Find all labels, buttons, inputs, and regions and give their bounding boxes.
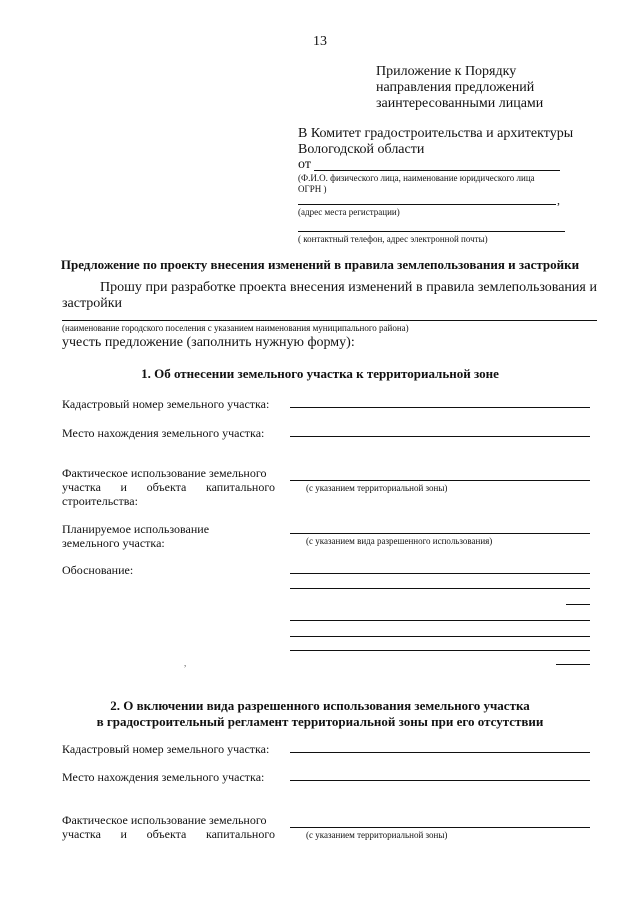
request-word: и (589, 280, 597, 295)
addressee-line-2: Вологодской области (298, 142, 425, 157)
ogrn-caption: ОГРН ) (298, 184, 327, 194)
appendix-line-3: заинтересованными лицами (376, 96, 544, 111)
section2-title-line-1: 2. О включении вида разрешенного использования земельного участка (110, 698, 530, 713)
request-line-2: застройки (62, 296, 123, 311)
section2-cadastral-line (290, 752, 590, 753)
actual-use-word: капитального (205, 827, 275, 841)
request-line-1 (100, 280, 597, 296)
address-fill-line (298, 204, 556, 205)
actual-use-word: объекта (146, 480, 187, 494)
justification-line (290, 620, 590, 621)
section1-planned-use-line-1: Планируемое использование (62, 522, 210, 536)
section1-actual-use-caption: (с указанием территориальной зоны) (306, 483, 448, 493)
actual-use-word: участка (62, 480, 101, 494)
actual-use-word: капитального (205, 480, 275, 494)
page-number: 13 (313, 34, 327, 49)
request-word: при (145, 280, 168, 295)
settlement-fill-line (62, 320, 597, 321)
justification-line (556, 664, 590, 665)
request-word: разработке (171, 280, 236, 295)
section2-title-line-2: в градостроительный регламент территориальной зоны при его отсутствии (96, 714, 544, 729)
request-word: Прошу (100, 280, 142, 295)
justification-line (290, 636, 590, 637)
appendix-line-1: Приложение к Порядку (376, 64, 517, 79)
settlement-caption: (наименование городского поселения с указанием наименования муниципального района) (62, 323, 409, 333)
section1-planned-use-line (290, 533, 590, 534)
contact-caption: ( контактный телефон, адрес электронной почты) (298, 234, 488, 244)
section1-planned-use-caption: (с указанием вида разрешенного использования) (306, 536, 493, 546)
addressee-line-1: В Комитет градостроительства и архитектуры (298, 126, 574, 141)
applicant-caption: (Ф.И.О. физического лица, наименование юридического лица (298, 173, 535, 183)
document-title: Предложение по проекту внесения изменений в правила землепользования и застройки (60, 257, 580, 272)
section1-planned-use-line-2: земельного участка: (62, 536, 165, 550)
section1-actual-use-line-3: строительства: (62, 494, 138, 508)
scan-mark: , (184, 658, 187, 668)
justification-line (290, 650, 590, 651)
section2-actual-use-line (290, 827, 590, 828)
section1-location-line (290, 436, 590, 437)
request-word: правила (426, 280, 475, 295)
request-word: изменений (348, 280, 413, 295)
address-caption: (адрес места регистрации) (298, 207, 400, 217)
section1-actual-use-line-1: Фактическое использование земельного (62, 466, 267, 480)
section2-cadastral-label: Кадастровый номер земельного участка: (62, 742, 270, 756)
contact-fill-line (298, 231, 565, 232)
applicant-fill-line (314, 170, 560, 171)
section1-actual-use-line-2 (62, 480, 275, 494)
section1-justification-label: Обоснование: (62, 563, 134, 577)
actual-use-word: объекта (146, 827, 187, 841)
section2-location-line (290, 780, 590, 781)
section2-actual-use-line-2 (62, 827, 275, 841)
section1-actual-use-line (290, 480, 590, 481)
section2-actual-use-line-1: Фактическое использование земельного (62, 813, 267, 827)
justification-line (290, 573, 590, 574)
request-line-3: учесть предложение (заполнить нужную форму): (62, 335, 355, 350)
request-word: внесения (290, 280, 345, 295)
section1-location-label: Место нахождения земельного участка: (62, 426, 265, 440)
section1-cadastral-label: Кадастровый номер земельного участка: (62, 397, 270, 411)
actual-use-word: участка (62, 827, 101, 841)
justification-line (566, 604, 590, 605)
section1-title: 1. Об отнесении земельного участка к территориальной зоне (141, 366, 499, 381)
section2-actual-use-caption: (с указанием территориальной зоны) (306, 830, 448, 840)
actual-use-word: и (120, 827, 127, 841)
from-label: от (298, 157, 311, 172)
section2-location-label: Место нахождения земельного участка: (62, 770, 265, 784)
justification-line (290, 588, 590, 589)
request-word: в (416, 280, 423, 295)
actual-use-word: и (120, 480, 127, 494)
appendix-line-2: направления предложений (376, 80, 535, 95)
request-word: проекта (239, 280, 287, 295)
request-word: землепользования (477, 280, 586, 295)
comma-mark: , (557, 193, 560, 207)
section1-cadastral-line (290, 407, 590, 408)
